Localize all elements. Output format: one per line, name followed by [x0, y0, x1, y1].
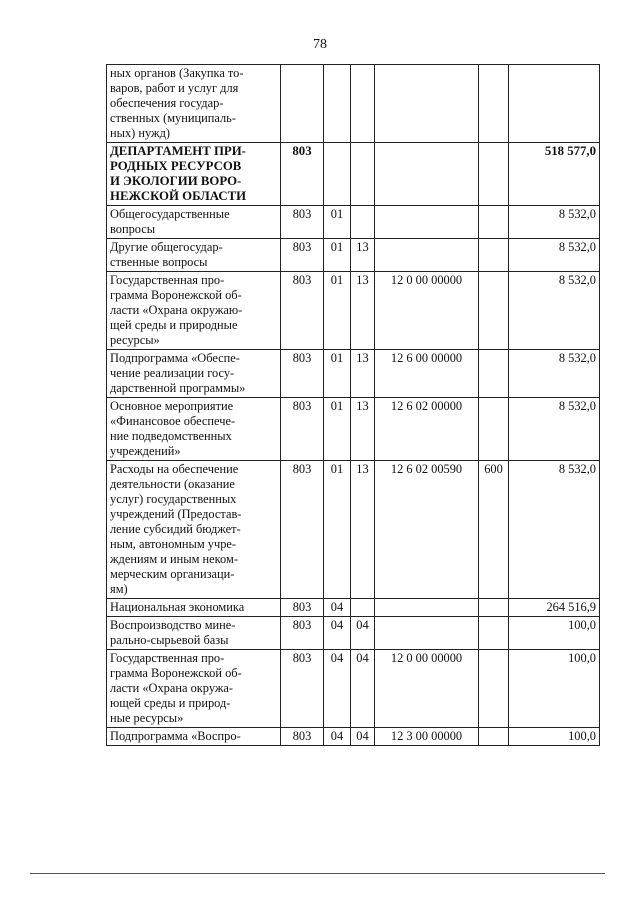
subsection-code-cell: 13 — [351, 350, 375, 398]
expense-type-code-cell — [479, 65, 509, 143]
item-name-cell: Государственная про- грамма Воронежской об- ласти «Охрана окружа- ющей среды и природ- ные ресурсы» — [107, 650, 281, 728]
amount-cell: 100,0 — [509, 617, 600, 650]
table-row — [107, 143, 600, 206]
table-row — [107, 206, 600, 239]
item-name-cell: Общегосударственные вопросы — [107, 206, 281, 239]
section-code-cell: 01 — [324, 350, 351, 398]
section-code-cell: 01 — [324, 239, 351, 272]
ministry-code-cell — [281, 65, 324, 143]
expense-type-code-cell — [479, 728, 509, 746]
subsection-code-cell: 13 — [351, 272, 375, 350]
amount-cell: 8 532,0 — [509, 239, 600, 272]
amount-cell: 8 532,0 — [509, 350, 600, 398]
item-name-cell: Воспроизводство мине- рально-сырьевой базы — [107, 617, 281, 650]
item-name-cell: Основное мероприятие «Финансовое обеспече- ние подведомственных учреждений» — [107, 398, 281, 461]
ministry-code-cell: 803 — [281, 650, 324, 728]
amount-cell: 8 532,0 — [509, 461, 600, 599]
table-row — [107, 350, 600, 398]
table-row — [107, 65, 600, 143]
item-name-cell: ных органов (Закупка то- варов, работ и услуг для обеспечения государ- ственных (муниципаль- ных) нужд) — [107, 65, 281, 143]
amount-cell: 518 577,0 — [509, 143, 600, 206]
subsection-code-cell: 13 — [351, 398, 375, 461]
ministry-code-cell: 803 — [281, 272, 324, 350]
expense-type-code-cell — [479, 239, 509, 272]
target-article-code-cell — [375, 599, 479, 617]
section-code-cell — [324, 65, 351, 143]
table-row — [107, 650, 600, 728]
item-name-cell: Государственная про- грамма Воронежской об- ласти «Охрана окружаю- щей среды и природные ресурсы» — [107, 272, 281, 350]
target-article-code-cell — [375, 206, 479, 239]
subsection-code-cell — [351, 65, 375, 143]
expense-type-code-cell — [479, 350, 509, 398]
target-article-code-cell: 12 0 00 00000 — [375, 650, 479, 728]
subsection-code-cell: 13 — [351, 461, 375, 599]
page-number: 78 — [313, 37, 327, 52]
target-article-code-cell — [375, 239, 479, 272]
table-row — [107, 599, 600, 617]
section-code-cell: 04 — [324, 728, 351, 746]
ministry-code-cell: 803 — [281, 350, 324, 398]
expense-type-code-cell — [479, 143, 509, 206]
ministry-code-cell: 803 — [281, 599, 324, 617]
target-article-code-cell — [375, 143, 479, 206]
expense-type-code-cell — [479, 617, 509, 650]
amount-cell: 264 516,9 — [509, 599, 600, 617]
bottom-rule — [30, 873, 605, 874]
table-row — [107, 398, 600, 461]
target-article-code-cell: 12 6 02 00000 — [375, 398, 479, 461]
item-name-cell: Другие общегосудар- ственные вопросы — [107, 239, 281, 272]
subsection-code-cell: 04 — [351, 650, 375, 728]
ministry-code-cell: 803 — [281, 728, 324, 746]
ministry-code-cell: 803 — [281, 398, 324, 461]
target-article-code-cell — [375, 617, 479, 650]
expense-type-code-cell — [479, 206, 509, 239]
section-code-cell: 04 — [324, 617, 351, 650]
item-name-cell: Национальная экономика — [107, 599, 281, 617]
expense-type-code-cell — [479, 398, 509, 461]
table-row — [107, 239, 600, 272]
target-article-code-cell — [375, 65, 479, 143]
table-row — [107, 461, 600, 599]
section-code-cell: 01 — [324, 398, 351, 461]
table-row — [107, 272, 600, 350]
amount-cell — [509, 65, 600, 143]
expense-type-code-cell — [479, 272, 509, 350]
expense-type-code-cell — [479, 650, 509, 728]
target-article-code-cell: 12 6 00 00000 — [375, 350, 479, 398]
item-name-cell: Расходы на обеспечение деятельности (оказание услуг) государственных учреждений (Предостав- ление субсидий бюджет- ным, автономным учре- ждениям и иным неком- мерческим организаци- ям) — [107, 461, 281, 599]
section-code-cell: 04 — [324, 650, 351, 728]
amount-cell: 100,0 — [509, 728, 600, 746]
subsection-code-cell: 04 — [351, 728, 375, 746]
subsection-code-cell — [351, 206, 375, 239]
item-name-cell: ДЕПАРТАМЕНТ ПРИ- РОДНЫХ РЕСУРСОВ И ЭКОЛОГИИ ВОРО- НЕЖСКОЙ ОБЛАСТИ — [107, 143, 281, 206]
table-row — [107, 728, 600, 746]
section-code-cell: 01 — [324, 272, 351, 350]
target-article-code-cell: 12 0 00 00000 — [375, 272, 479, 350]
ministry-code-cell: 803 — [281, 143, 324, 206]
expense-type-code-cell: 600 — [479, 461, 509, 599]
amount-cell: 100,0 — [509, 650, 600, 728]
ministry-code-cell: 803 — [281, 206, 324, 239]
item-name-cell: Подпрограмма «Обеспе- чение реализации госу- дарственной программы» — [107, 350, 281, 398]
section-code-cell: 01 — [324, 461, 351, 599]
section-code-cell: 01 — [324, 206, 351, 239]
expense-type-code-cell — [479, 599, 509, 617]
amount-cell: 8 532,0 — [509, 398, 600, 461]
budget-table — [106, 64, 600, 746]
ministry-code-cell: 803 — [281, 461, 324, 599]
subsection-code-cell: 04 — [351, 617, 375, 650]
target-article-code-cell: 12 6 02 00590 — [375, 461, 479, 599]
ministry-code-cell: 803 — [281, 617, 324, 650]
subsection-code-cell — [351, 599, 375, 617]
budget-table-body — [107, 65, 600, 746]
table-row — [107, 617, 600, 650]
amount-cell: 8 532,0 — [509, 272, 600, 350]
section-code-cell — [324, 143, 351, 206]
section-code-cell: 04 — [324, 599, 351, 617]
amount-cell: 8 532,0 — [509, 206, 600, 239]
target-article-code-cell: 12 3 00 00000 — [375, 728, 479, 746]
subsection-code-cell — [351, 143, 375, 206]
ministry-code-cell: 803 — [281, 239, 324, 272]
subsection-code-cell: 13 — [351, 239, 375, 272]
item-name-cell: Подпрограмма «Воспро- — [107, 728, 281, 746]
